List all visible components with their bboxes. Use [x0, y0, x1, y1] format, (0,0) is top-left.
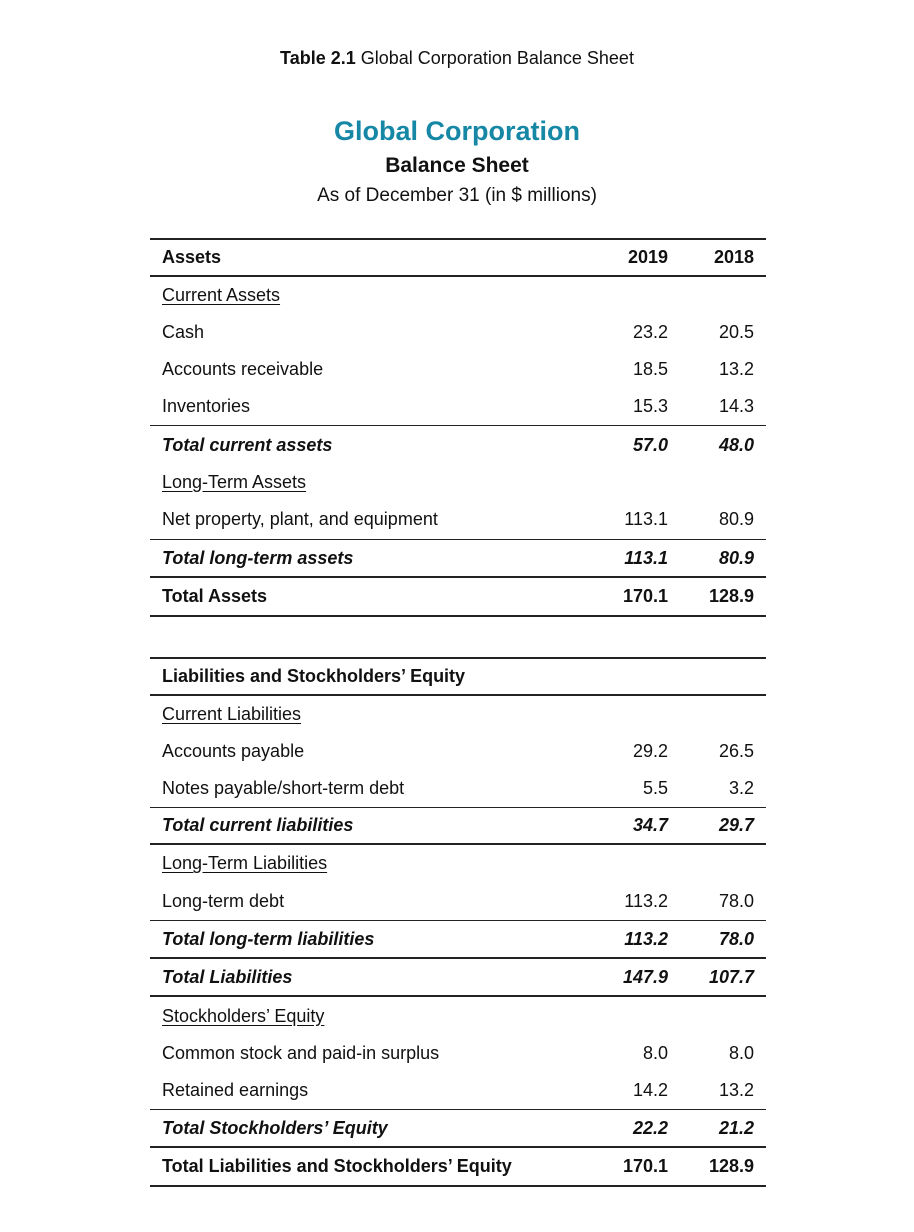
table-row	[150, 314, 766, 351]
row-label: Total Assets	[162, 586, 268, 606]
value-2018: 128.9	[708, 1156, 754, 1176]
value-2019: 34.7	[632, 815, 668, 835]
section-row	[150, 845, 766, 882]
value-2018: 14.3	[718, 396, 754, 416]
row-label: Cash	[162, 322, 205, 342]
subtotal-row	[150, 539, 766, 578]
table-row	[150, 882, 766, 920]
value-2018: 8.0	[728, 1043, 754, 1063]
row-label: Total Liabilities	[162, 966, 293, 987]
row-label: Total long-term assets	[162, 547, 354, 568]
subtotal-row	[150, 920, 766, 959]
table-row	[150, 351, 766, 388]
section-label: Long-Term Liabilities	[162, 853, 328, 873]
value-2018: 78.0	[718, 890, 754, 911]
value-2019: 23.2	[632, 322, 668, 342]
row-label: Total Liabilities and Stockholders’ Equity	[162, 1156, 512, 1176]
total-row	[150, 1148, 766, 1187]
row-label: Retained earnings	[162, 1080, 309, 1100]
value-2019: 147.9	[622, 966, 668, 987]
section-row	[150, 997, 766, 1035]
table-row	[150, 499, 766, 539]
row-label: Net property, plant, and equipment	[162, 508, 438, 529]
section-label: Long-Term Assets	[162, 471, 307, 492]
value-2018: 78.0	[718, 928, 754, 949]
liabilities-table	[150, 657, 766, 1187]
value-2018: 21.2	[718, 1117, 754, 1138]
value-2018: 80.9	[718, 508, 754, 529]
table-row	[150, 733, 766, 770]
value-2018: 13.2	[718, 1080, 754, 1100]
value-2018: 20.5	[718, 322, 754, 342]
section-row	[150, 277, 766, 314]
company-name: Global Corporation	[334, 116, 580, 146]
section-row	[150, 465, 766, 499]
row-label: Long-term debt	[162, 890, 285, 911]
value-2019: 14.2	[632, 1080, 668, 1100]
row-label: Accounts payable	[162, 741, 305, 761]
total-row	[150, 578, 766, 617]
row-label: Total Stockholders’ Equity	[162, 1117, 388, 1138]
row-label: Total current liabilities	[162, 815, 354, 835]
value-2019: 170.1	[622, 586, 668, 606]
subtotal-row	[150, 1109, 766, 1148]
subtotal-row	[150, 807, 766, 845]
value-2019: 57.0	[632, 435, 668, 455]
assets-header-row	[150, 238, 766, 277]
liabilities-heading: Liabilities and Stockholders’ Equity	[162, 666, 466, 686]
row-label: Total current assets	[162, 435, 333, 455]
value-2018: 29.7	[718, 815, 754, 835]
value-2019: 170.1	[622, 1156, 668, 1176]
value-2019: 8.0	[642, 1043, 668, 1063]
subtotal-row	[150, 959, 766, 997]
row-label: Total long-term liabilities	[162, 928, 375, 949]
section-row	[150, 696, 766, 733]
caption-text: Global Corporation Balance Sheet	[360, 48, 634, 68]
value-2018: 107.7	[708, 966, 754, 987]
value-2019: 113.1	[624, 508, 668, 529]
col-2018-header: 2018	[713, 247, 754, 267]
assets-heading: Assets	[162, 247, 222, 267]
value-2018: 26.5	[718, 741, 754, 761]
caption-label: Table 2.1	[280, 48, 356, 68]
value-2019: 113.2	[624, 890, 668, 911]
value-2018: 13.2	[718, 359, 754, 379]
statement-date: As of December 31 (in $ millions)	[317, 185, 597, 206]
subtotal-row	[150, 425, 766, 465]
value-2018: 80.9	[718, 547, 754, 568]
value-2019: 5.5	[642, 778, 668, 798]
table-caption	[0, 48, 914, 69]
table-row	[150, 1035, 766, 1072]
section-label: Stockholders’ Equity	[162, 1005, 325, 1026]
value-2019: 113.2	[624, 928, 668, 949]
section-label: Current Liabilities	[162, 704, 302, 724]
value-2019: 29.2	[632, 741, 668, 761]
table-row	[150, 770, 766, 807]
value-2018: 48.0	[718, 435, 754, 455]
value-2019: 15.3	[632, 396, 668, 416]
row-label: Notes payable/short-term debt	[162, 778, 405, 798]
table-row	[150, 388, 766, 425]
table-row	[150, 1072, 766, 1109]
section-label: Current Assets	[162, 285, 281, 305]
liabilities-header-row	[150, 657, 766, 696]
value-2019: 22.2	[632, 1117, 668, 1138]
assets-table	[150, 238, 766, 617]
value-2018: 3.2	[728, 778, 754, 798]
row-label: Accounts receivable	[162, 359, 324, 379]
value-2019: 113.1	[624, 547, 668, 568]
statement-title: Balance Sheet	[385, 154, 529, 177]
value-2018: 128.9	[708, 586, 754, 606]
row-label: Common stock and paid-in surplus	[162, 1043, 440, 1063]
value-2019: 18.5	[632, 359, 668, 379]
col-2019-header: 2019	[627, 247, 668, 267]
row-label: Inventories	[162, 396, 251, 416]
